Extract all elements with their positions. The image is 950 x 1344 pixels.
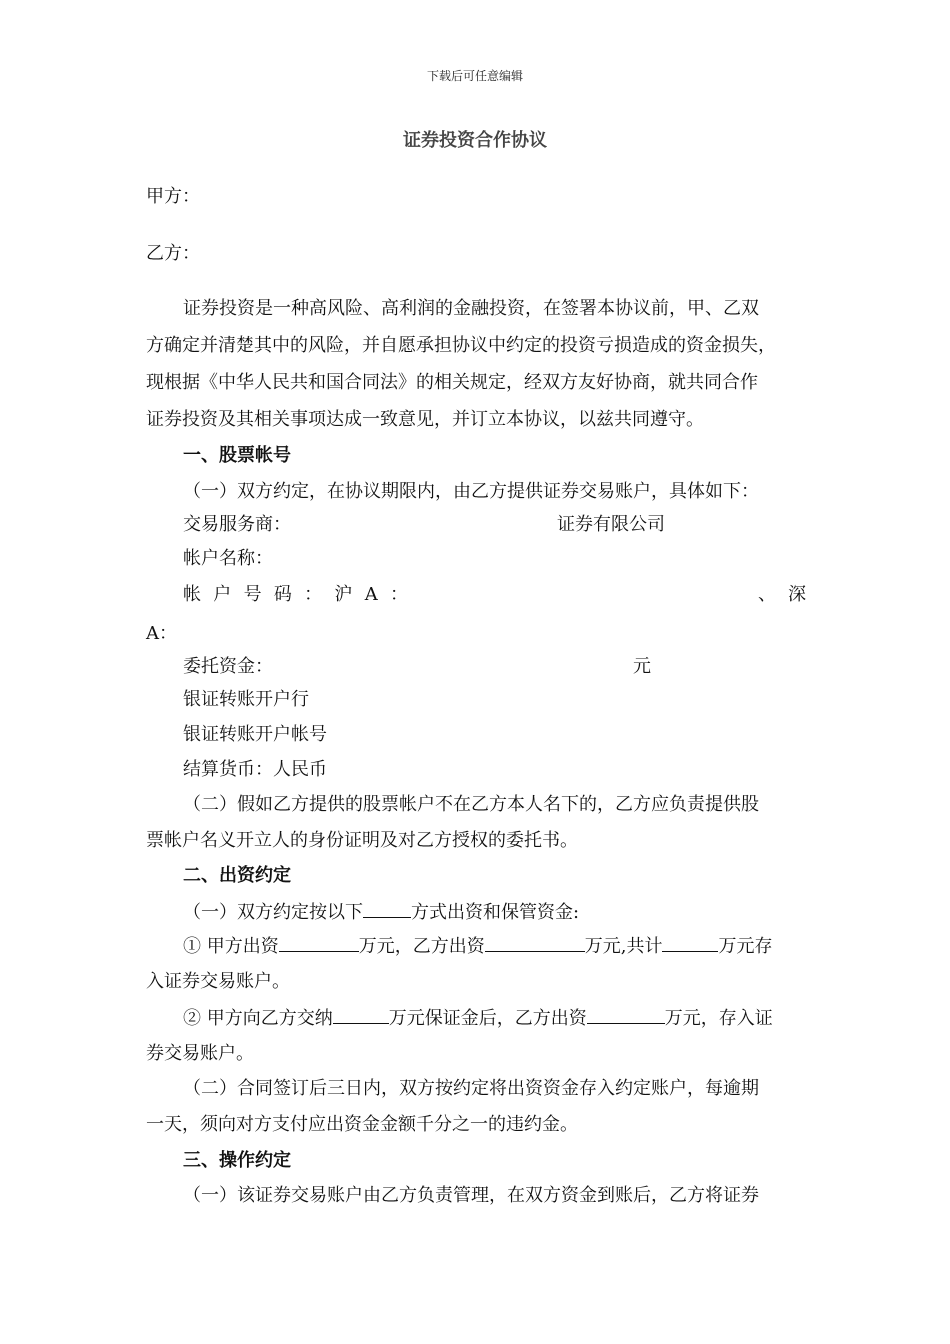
account-number-label: 帐 户 号 码 ： 沪 A ： — [183, 584, 408, 605]
account-number-separator: 、 — [758, 584, 776, 605]
blank-amount-b — [485, 933, 585, 952]
blank-amount-c — [587, 1005, 665, 1024]
section-1-heading: 一、股票帐号 — [183, 445, 291, 466]
bank-label: 银证转账开户行 — [183, 689, 309, 710]
page-header-note: 下载后可任意编辑 — [426, 69, 523, 83]
section-1-item-2-line-2: 票帐户名义开立人的身份证明及对乙方授权的委托书。 — [146, 830, 578, 851]
blank-method — [363, 899, 411, 918]
funds-unit: 元 — [633, 656, 651, 677]
section-2-item-1: （一）双方约定按以下 方式出资和保管资金: — [183, 899, 579, 925]
section-1-item-1: （一）双方约定，在协议期限内，由乙方提供证券交易账户，具体如下： — [183, 481, 759, 502]
blank-deposit — [333, 1005, 389, 1024]
account-number-wrap: A： — [146, 623, 177, 644]
currency-label: 结算货币：人民币 — [183, 759, 327, 780]
section-3-heading: 三、操作约定 — [183, 1150, 291, 1171]
document-title: 证券投资合作协议 — [403, 130, 547, 151]
section-2-heading: 二、出资约定 — [183, 865, 291, 886]
blank-amount-total — [662, 933, 718, 952]
section-1-item-2-line-1: （二）假如乙方提供的股票帐户不在乙方本人名下的，乙方应负责提供股 — [183, 794, 759, 815]
section-3-item-1-line-1: （一）该证券交易账户由乙方负责管理，在双方资金到账后，乙方将证券 — [183, 1185, 759, 1206]
account-number-shen: 深 — [788, 584, 806, 605]
party-b-label: 乙方： — [146, 243, 200, 264]
broker-label: 交易服务商： — [183, 514, 291, 535]
intro-line-3: 现根据《中华人民共和国合同法》的相关规定，经双方友好协商，就共同合作 — [146, 372, 758, 393]
broker-suffix: 证券有限公司 — [557, 514, 665, 535]
option-1-line-2: 入证券交易账户。 — [146, 971, 290, 992]
party-a-label: 甲方： — [146, 186, 200, 207]
option-2-line-1: ② 甲方向乙方交纳 万元保证金后，乙方出资 万元，存入证 — [183, 1005, 773, 1031]
option-2-line-2: 券交易账户。 — [146, 1043, 254, 1064]
bank-account-label: 银证转账开户帐号 — [183, 724, 327, 745]
intro-line-4: 证券投资及其相关事项达成一致意见，并订立本协议，以兹共同遵守。 — [146, 409, 704, 430]
blank-amount-a — [279, 933, 359, 952]
funds-label: 委托资金： — [183, 656, 273, 677]
section-2-item-2-line-2: 一天，须向对方支付应出资金金额千分之一的违约金。 — [146, 1114, 578, 1135]
option-1-line-1: ① 甲方出资 万元，乙方出资 万元,共计 万元存 — [183, 933, 772, 959]
intro-line-1: 证券投资是一种高风险、高利润的金融投资，在签署本协议前，甲、乙双 — [183, 298, 759, 319]
section-2-item-2-line-1: （二）合同签订后三日内，双方按约定将出资资金存入约定账户，每逾期 — [183, 1078, 759, 1099]
account-name-label: 帐户名称： — [183, 548, 273, 569]
intro-line-2: 方确定并清楚其中的风险，并自愿承担协议中约定的投资亏损造成的资金损失， — [146, 335, 776, 356]
